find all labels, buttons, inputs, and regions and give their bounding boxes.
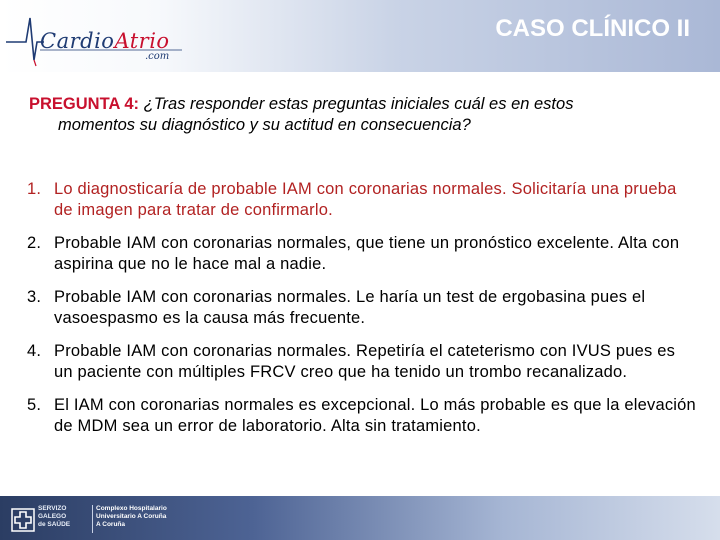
sergas-cross-icon (11, 508, 35, 532)
sergas-logo-text (38, 505, 88, 529)
option-text: Probable IAM con coronarias normales, que tiene un pronóstico excelente. Alta con aspirina que no le hace mal a nadie. (54, 234, 680, 273)
slide-header (0, 0, 720, 72)
option-text: El IAM con coronarias normales es excepcional. Lo más probable es que la elevación de MDM sea un error de laboratorio. Alta sin tratamiento. (54, 396, 696, 435)
sergas-line: SERVIZO (38, 505, 67, 512)
option-text: Probable IAM con coronarias normales. Le haría un test de ergobasina pues el vasoespasmo es la causa más frecuente. (54, 288, 646, 327)
option-number: 4. (27, 342, 42, 360)
question-label: PREGUNTA 4: (29, 95, 140, 113)
hospital-line: Complexo Hospitalario (96, 505, 167, 512)
footer-divider (92, 505, 93, 533)
option-number: 2. (27, 234, 42, 252)
option-number: 5. (27, 396, 42, 414)
question-text-line2: momentos su diagnóstico y su actitud en consecuencia? (58, 116, 471, 134)
answer-option-4 (27, 341, 697, 383)
logo-com: .com (145, 51, 170, 62)
logo-brand (40, 29, 170, 53)
answer-option-1 (27, 179, 697, 221)
sergas-line: GALEGO (38, 513, 67, 520)
answer-option-2 (27, 233, 697, 275)
hospital-line: A Coruña (96, 521, 126, 528)
sergas-line: de SAÚDE (38, 521, 71, 528)
logo-brand-accent: Atrio (114, 29, 170, 53)
hospital-logo-text (96, 505, 186, 529)
answer-options-list (27, 179, 697, 449)
option-text: Probable IAM con coronarias normales. Repetiría el cateterismo con IVUS pues es un paciente con múltiples FRCV creo que ha tenido un trombo recanalizado. (54, 342, 676, 381)
question-text-line1: ¿Tras responder estas preguntas iniciales cuál es en estos (143, 95, 574, 113)
slide-title: CASO CLÍNICO II (495, 15, 690, 42)
logo-brand-text: CardioAtrio (40, 29, 170, 53)
option-number: 1. (27, 180, 42, 198)
option-text: Lo diagnosticaría de probable IAM con coronarias normales. Solicitaría una prueba de imagen para tratar de confirmarlo. (54, 180, 677, 219)
hospital-line: Universitario A Coruña (96, 513, 167, 520)
option-number: 3. (27, 288, 42, 306)
question-block (29, 94, 689, 136)
answer-option-5 (27, 395, 697, 437)
answer-option-3 (27, 287, 697, 329)
